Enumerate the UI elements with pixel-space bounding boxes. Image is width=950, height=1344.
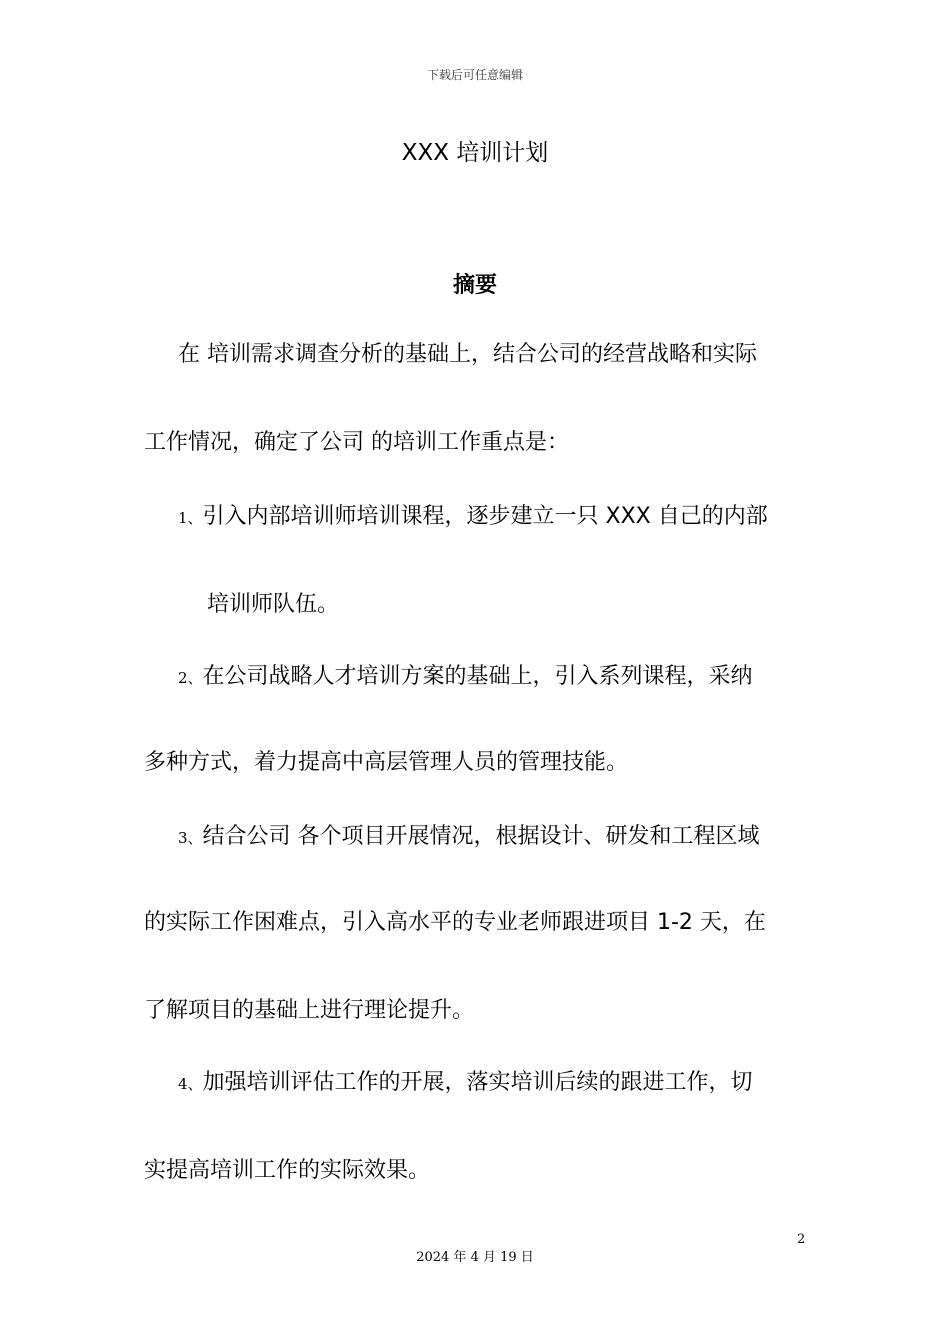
intro-paragraph-line-2: 工作情况，确定了公司 的培训工作重点是：	[144, 430, 569, 455]
list-item-3-continuation-1: 的实际工作困难点，引入高水平的专业老师跟进项目 1-2 天，在	[144, 910, 766, 935]
list-item-2-continuation: 多种方式，着力提高中高层管理人员的管理技能。	[144, 750, 629, 775]
page-number: 2	[797, 1232, 806, 1247]
list-item-number: 1、	[178, 509, 203, 527]
list-item-1-continuation: 培训师队伍。	[207, 592, 340, 617]
list-item-2	[178, 662, 753, 693]
footer-date: 2024 年 4 月 19 日	[416, 1250, 534, 1265]
list-item-1	[178, 502, 768, 533]
list-item-number: 4、	[178, 1075, 203, 1093]
list-item-text: 在公司战略人才培训方案的基础上，引入系列课程，采纳	[202, 664, 753, 689]
list-item-3	[178, 822, 760, 853]
list-item-text: 加强培训评估工作的开展，落实培训后续的跟进工作，切	[202, 1070, 753, 1095]
section-title-abstract: 摘要	[452, 273, 497, 298]
list-item-4	[178, 1068, 753, 1099]
page-header-note: 下载后可任意编辑	[426, 68, 523, 82]
document-title: XXX 培训计划	[401, 140, 549, 166]
intro-paragraph-line-1: 在 培训需求调查分析的基础上，结合公司的经营战略和实际	[178, 342, 757, 367]
list-item-text: 引入内部培训师培训课程，逐步建立一只 XXX 自己的内部	[202, 504, 768, 529]
list-item-4-continuation: 实提高培训工作的实际效果。	[144, 1158, 431, 1183]
list-item-number: 3、	[178, 829, 203, 847]
list-item-number: 2、	[178, 669, 203, 687]
list-item-text: 结合公司 各个项目开展情况，根据设计、研发和工程区域	[202, 824, 760, 849]
list-item-3-continuation-2: 了解项目的基础上进行理论提升。	[144, 998, 475, 1023]
